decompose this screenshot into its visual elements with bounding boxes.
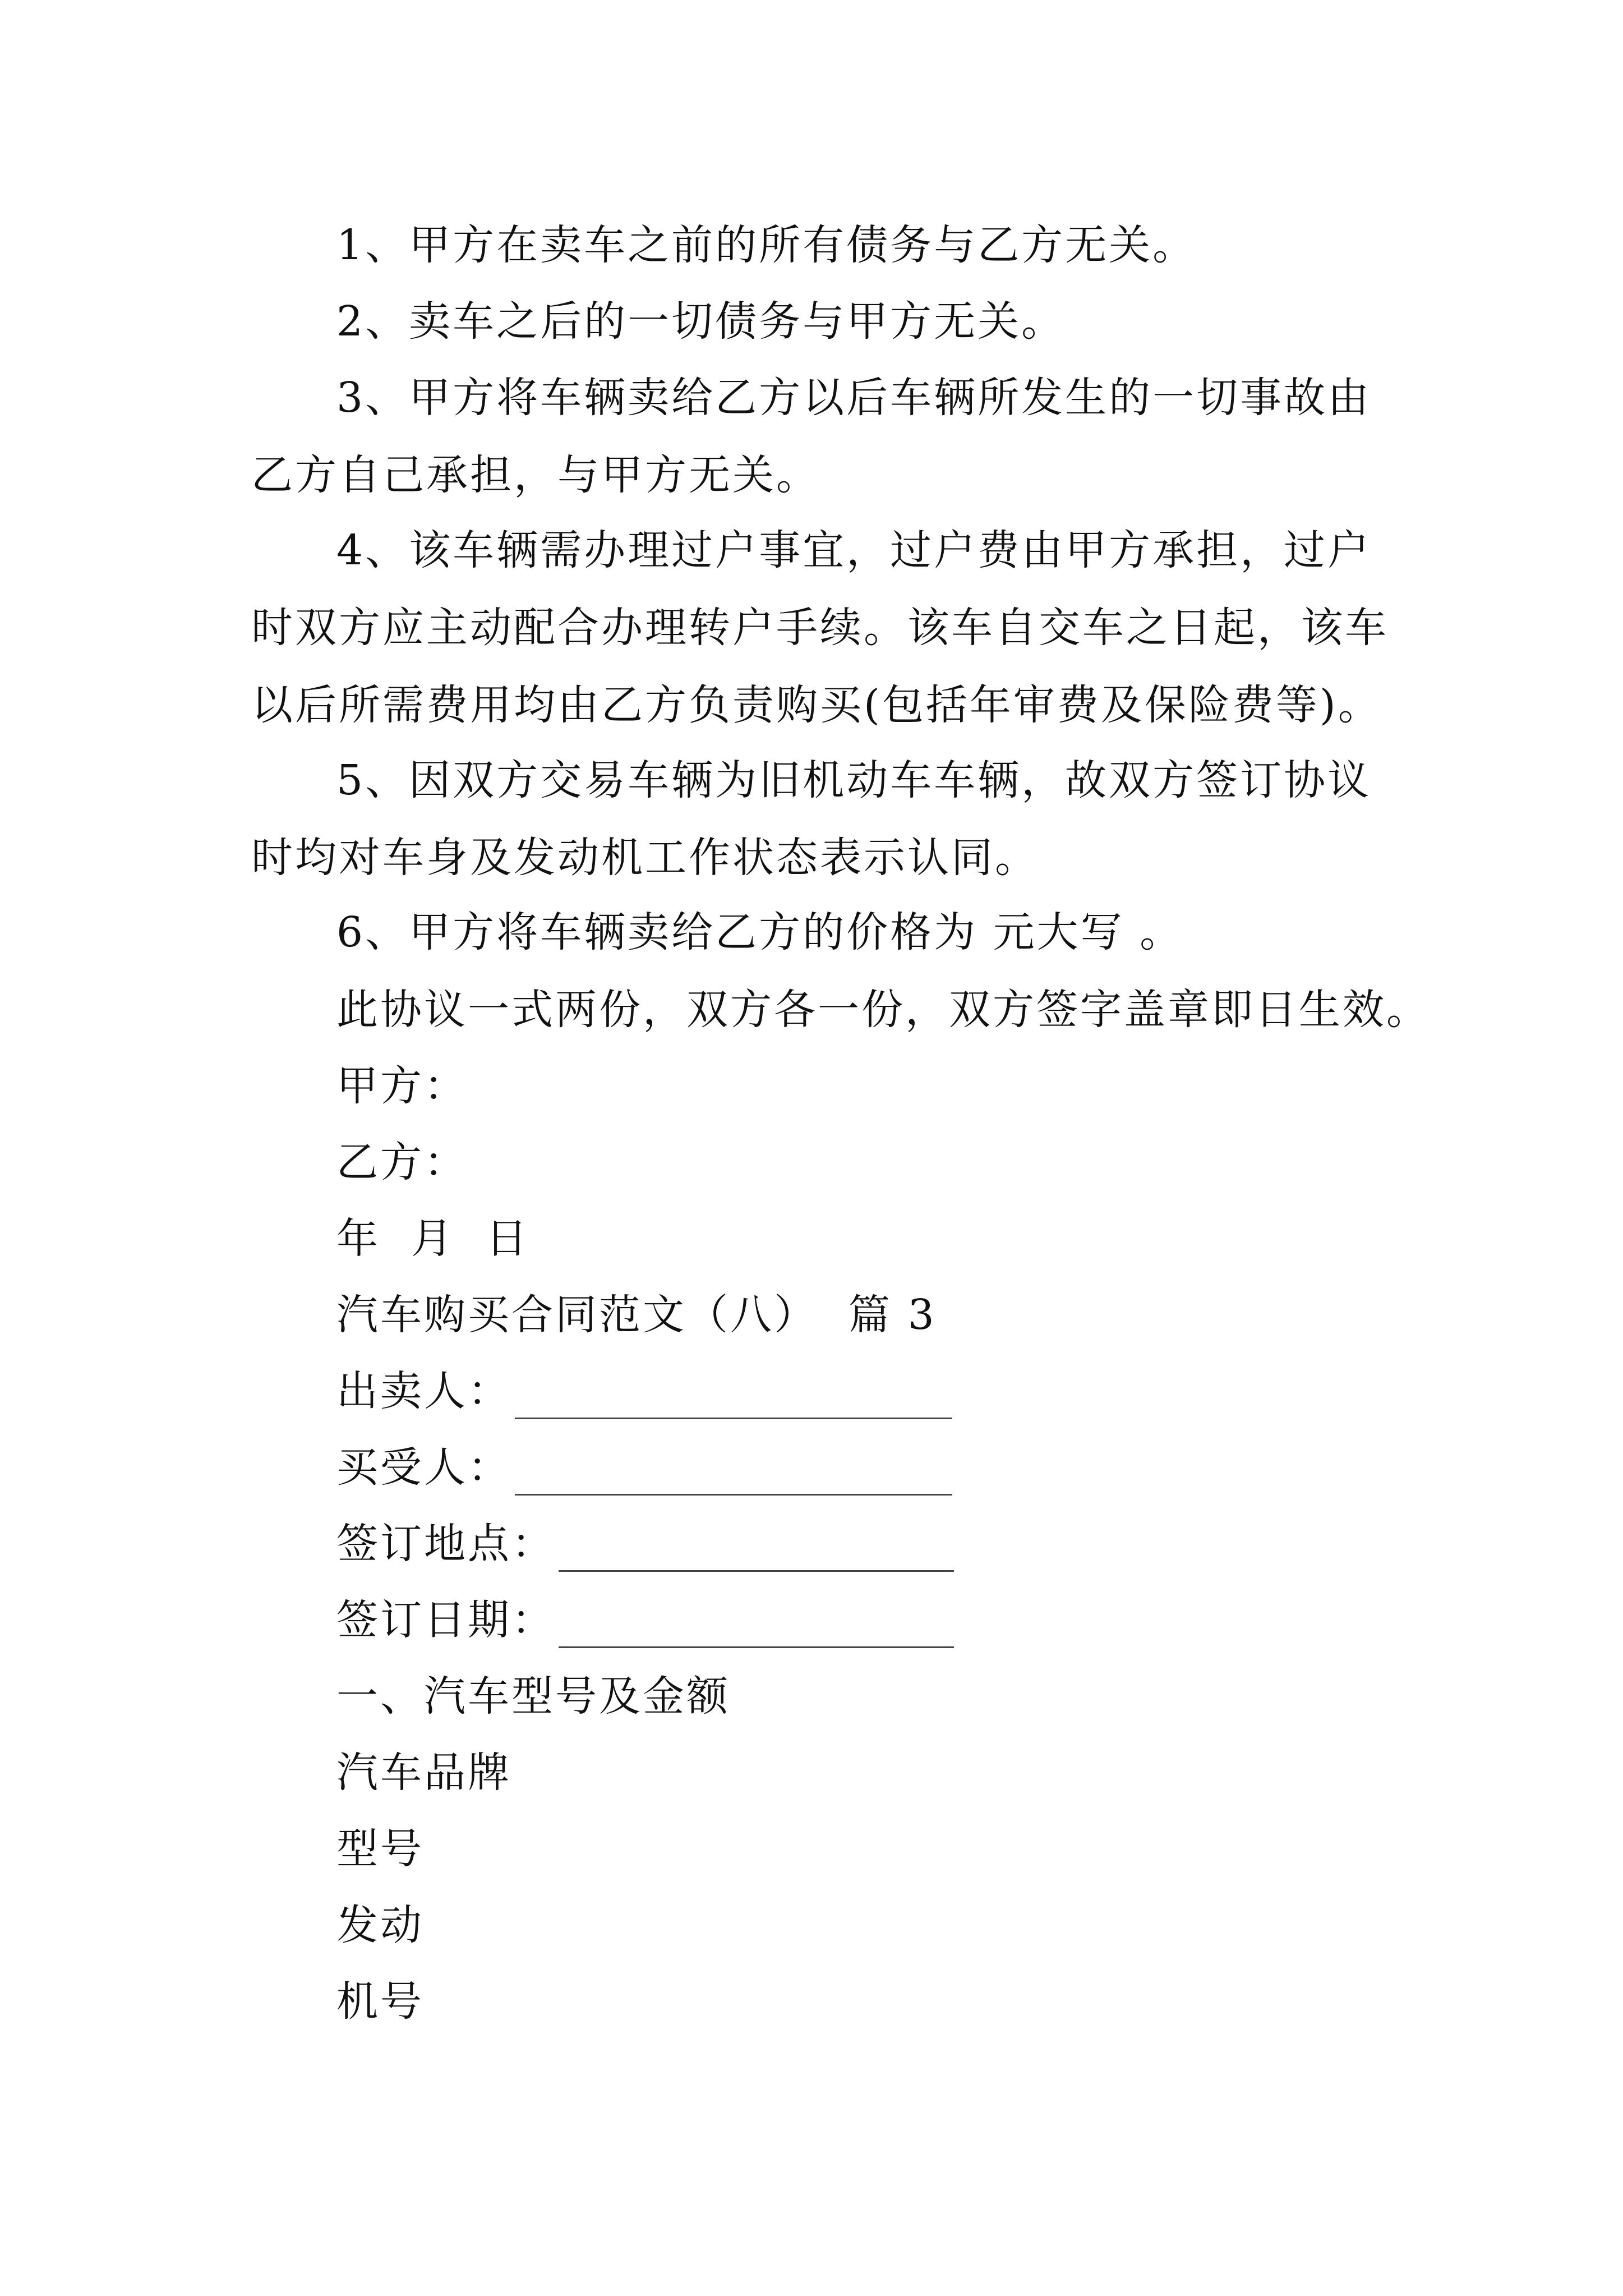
section-heading-1: 一、汽车型号及金额 — [336, 1672, 730, 1720]
buyer-field — [336, 1439, 952, 1496]
signing-date-field — [336, 1592, 954, 1648]
item-engine-a: 发动 — [336, 1901, 424, 1949]
clause-4: 4、该车辆需办理过户事宜，过户费由甲方承担，过户时双方应主动配合办理转户手续。该车自交车之日起，该车以后所需费用均由乙方负责购买(包括年审费及保险费等)。 — [251, 526, 1389, 729]
buyer-blank — [515, 1455, 952, 1496]
item-engine-b: 机号 — [336, 1977, 424, 2026]
date-line: 年 月 日 — [336, 1214, 530, 1263]
signing-place-field — [336, 1516, 954, 1572]
buyer-label: 买受人： — [336, 1443, 511, 1492]
closing-statement: 此协议一式两份，双方各一份，双方签字盖章即日生效。 — [336, 986, 1430, 1034]
item-model: 型号 — [336, 1825, 424, 1873]
seller-label: 出卖人： — [336, 1367, 511, 1415]
clause-3: 3、甲方将车辆卖给乙方以后车辆所发生的一切事故由乙方自己承担，与甲方无关。 — [251, 374, 1372, 499]
party-b-label: 乙方： — [336, 1138, 468, 1186]
clause-2: 2、卖车之后的一切债务与甲方无关。 — [336, 297, 1066, 346]
signing-place-blank — [559, 1531, 954, 1572]
signing-date-label: 签订日期： — [336, 1596, 555, 1644]
clause-1: 1、甲方在卖车之前的所有债务与乙方无关。 — [336, 221, 1197, 269]
section-title: 汽车购买合同范文（八） 篇 3 — [336, 1291, 937, 1339]
party-a-label: 甲方： — [336, 1062, 468, 1110]
clause-5: 5、因双方交易车辆为旧机动车车辆，故双方签订协议时均对车身及发动机工作状态表示认同。 — [251, 756, 1372, 882]
clause-6: 6、甲方将车辆卖给乙方的价格为 元大写 。 — [336, 908, 1184, 956]
seller-blank — [515, 1378, 952, 1419]
item-brand: 汽车品牌 — [336, 1749, 511, 1797]
seller-field — [336, 1363, 952, 1419]
signing-date-blank — [559, 1607, 954, 1648]
signing-place-label: 签订地点： — [336, 1520, 555, 1568]
